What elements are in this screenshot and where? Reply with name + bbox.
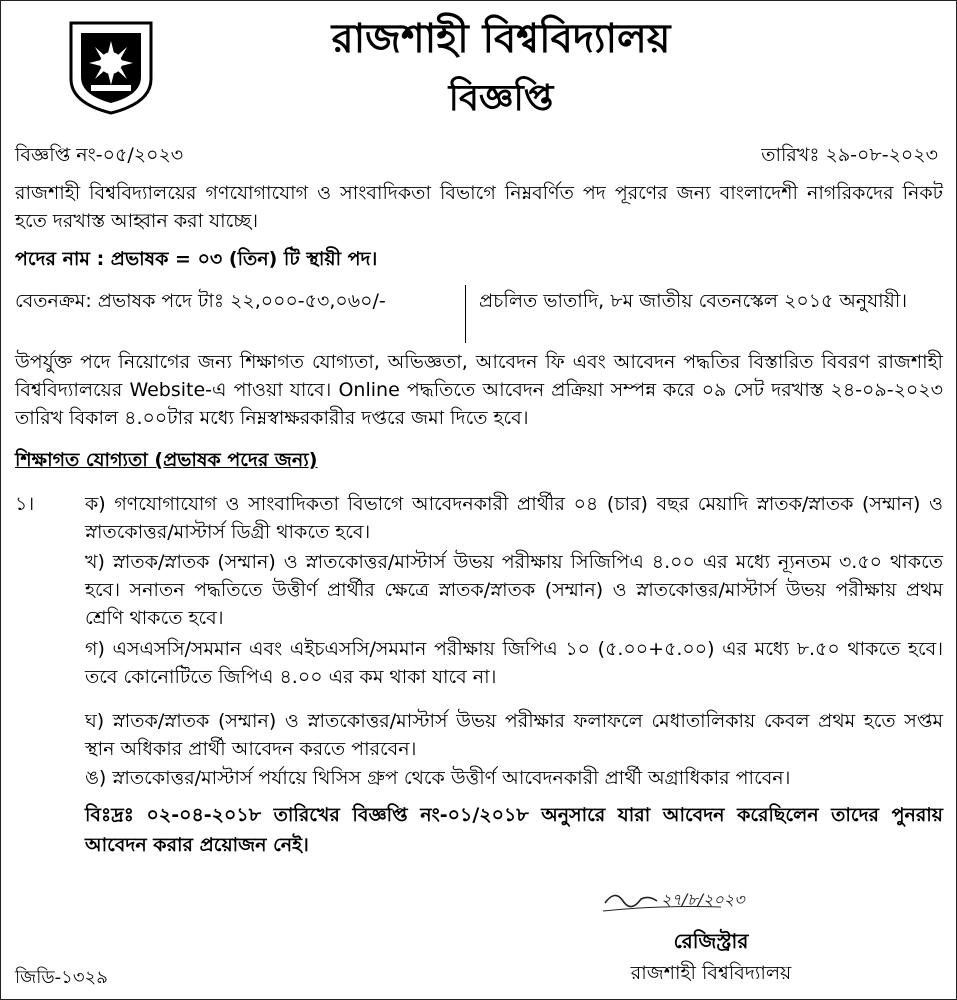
post-name: পদের নাম : প্রভাষক = ০৩ (তিন) টি স্থায়ী পদ। (15, 248, 378, 270)
qualifications-heading: শিক্ষাগত যোগ্যতা (প্রভাষক পদের জন্য) (15, 449, 318, 471)
university-title: রাজশাহী বিশ্ববিদ্যালয় (331, 16, 671, 62)
pay-scale: বেতনক্রম: প্রভাষক পদে টাঃ ২২,০০০-৫৩,০৬০/- (15, 290, 386, 312)
university-logo-icon (67, 19, 155, 115)
qualification-item: ঙ) স্নাতকোত্তর/মাস্টার্স পর্যায়ে থিসিস গ্রুপ থেকে উত্তীর্ণ আবেদনকারী প্রার্থী অগ্রাধিকার পাবেন। (85, 767, 791, 789)
notice-ref-number: বিজ্ঞপ্তি নং-০৫/২০২৩ (15, 144, 184, 166)
pay-divider (465, 285, 466, 343)
qualification-item: গ) এসএসসি/সমমান এবং এইচএসসি/সমমান পরীক্ষায় জিপিএ ১০ (৫.০০+৫.০০) এর মধ্যে ৮.৫০ থাকতে হবে। তবে কোনোটিতে জিপিএ ৪.০০ এর কম থাকা যাবে না। (85, 638, 943, 688)
gd-number: জিডি-১৩২৯ (15, 967, 108, 988)
signature (601, 881, 811, 921)
qualification-number: ১। (15, 493, 35, 515)
pay-allowance: প্রচলিত ভাতাদি, ৮ম জাতীয় বেতনস্কেল ২০১৫ অনুযায়ী। (479, 290, 908, 312)
signature-date: ২৭/৮/২০২৩ (661, 890, 745, 909)
intro-paragraph: রাজশাহী বিশ্ববিদ্যালয়ের গণযোগাযোগ ও সাংবাদিকতা বিভাগে নিম্নবর্ণিত পদ পূরণের জন্য বাংলাদেশী নাগরিকদের নিকট হতে দরখাস্ত আহ্বান করা যাচ্ছে। (15, 182, 943, 232)
qualification-item: খ) স্নাতক/স্নাতক (সম্মান) ও স্নাতকোত্তর/মাস্টার্স উভয় পরীক্ষায় সিজিপিএ ৪.০০ এর মধ্যে ন্যূনতম ৩.৫০ থাকতে হবে। সনাতন পদ্ধতিতে উত্তীর্ণ প্রার্থীর ক্ষেত্রে স্নাতক/স্নাতক (সম্মান) ও স্নাতকোত্তর/মাস্টার্স উভয় পরীক্ষায় প্রথম শ্রেণি থাকতে হবে। (85, 551, 943, 629)
note-paragraph: বিঃদ্রঃ ০২-০৪-২০১৮ তারিখের বিজ্ঞপ্তি নং-০১/২০১৮ অনুসারে যারা আবেদন করেছিলেন তাদের পুনরায় আবেদন করার প্রয়োজন নেই। (85, 804, 943, 856)
qualification-item: ঘ) স্নাতক/স্নাতক (সম্মান) ও স্নাতকোত্তর/মাস্টার্স উভয় পরীক্ষার ফলাফলে মেধাতালিকায় কেবল প্রথম হতে সপ্তম স্থান অধিকার প্রার্থী আবেদন করতে পারবেন। (85, 710, 943, 760)
qualification-item: ক) গণযোগাযোগ ও সাংবাদিকতা বিভাগে আবেদনকারী প্রার্থীর ০৪ (চার) বছর মেয়াদি স্নাতক/স্নাতক (সম্মান) ও স্নাতকোত্তর/মাস্টার্স ডিগ্রী থাকতে হবে। (85, 493, 943, 543)
notice-title: বিজ্ঞপ্তি (448, 78, 554, 119)
registrar-title: রেজিস্ট্রার (673, 929, 749, 953)
instructions-paragraph: উপর্যুক্ত পদে নিয়োগের জন্য শিক্ষাগত যোগ্যতা, অভিজ্ঞতা, আবেদন ফি এবং আবেদন পদ্ধতির বিস্তারিত বিবরণ রাজশাহী বিশ্ববিদ্যালয়ের Website-এ পাওয়া যাবে। Online পদ্ধতিতে আবেদন প্রক্রিয়া সম্পন্ন করে ০৯ সেট দরখাস্ত ২৪-০৯-২০২৩ তারিখ বিকাল ৪.০০টার মধ্যে নিম্নস্বাক্ষরকারীর দপ্তরে জমা দিতে হবে। (15, 351, 943, 429)
footer-university: রাজশাহী বিশ্ববিদ্যালয় (630, 962, 792, 984)
notice-date: তারিখঃ ২৯-০৮-২০২৩ (761, 144, 938, 166)
